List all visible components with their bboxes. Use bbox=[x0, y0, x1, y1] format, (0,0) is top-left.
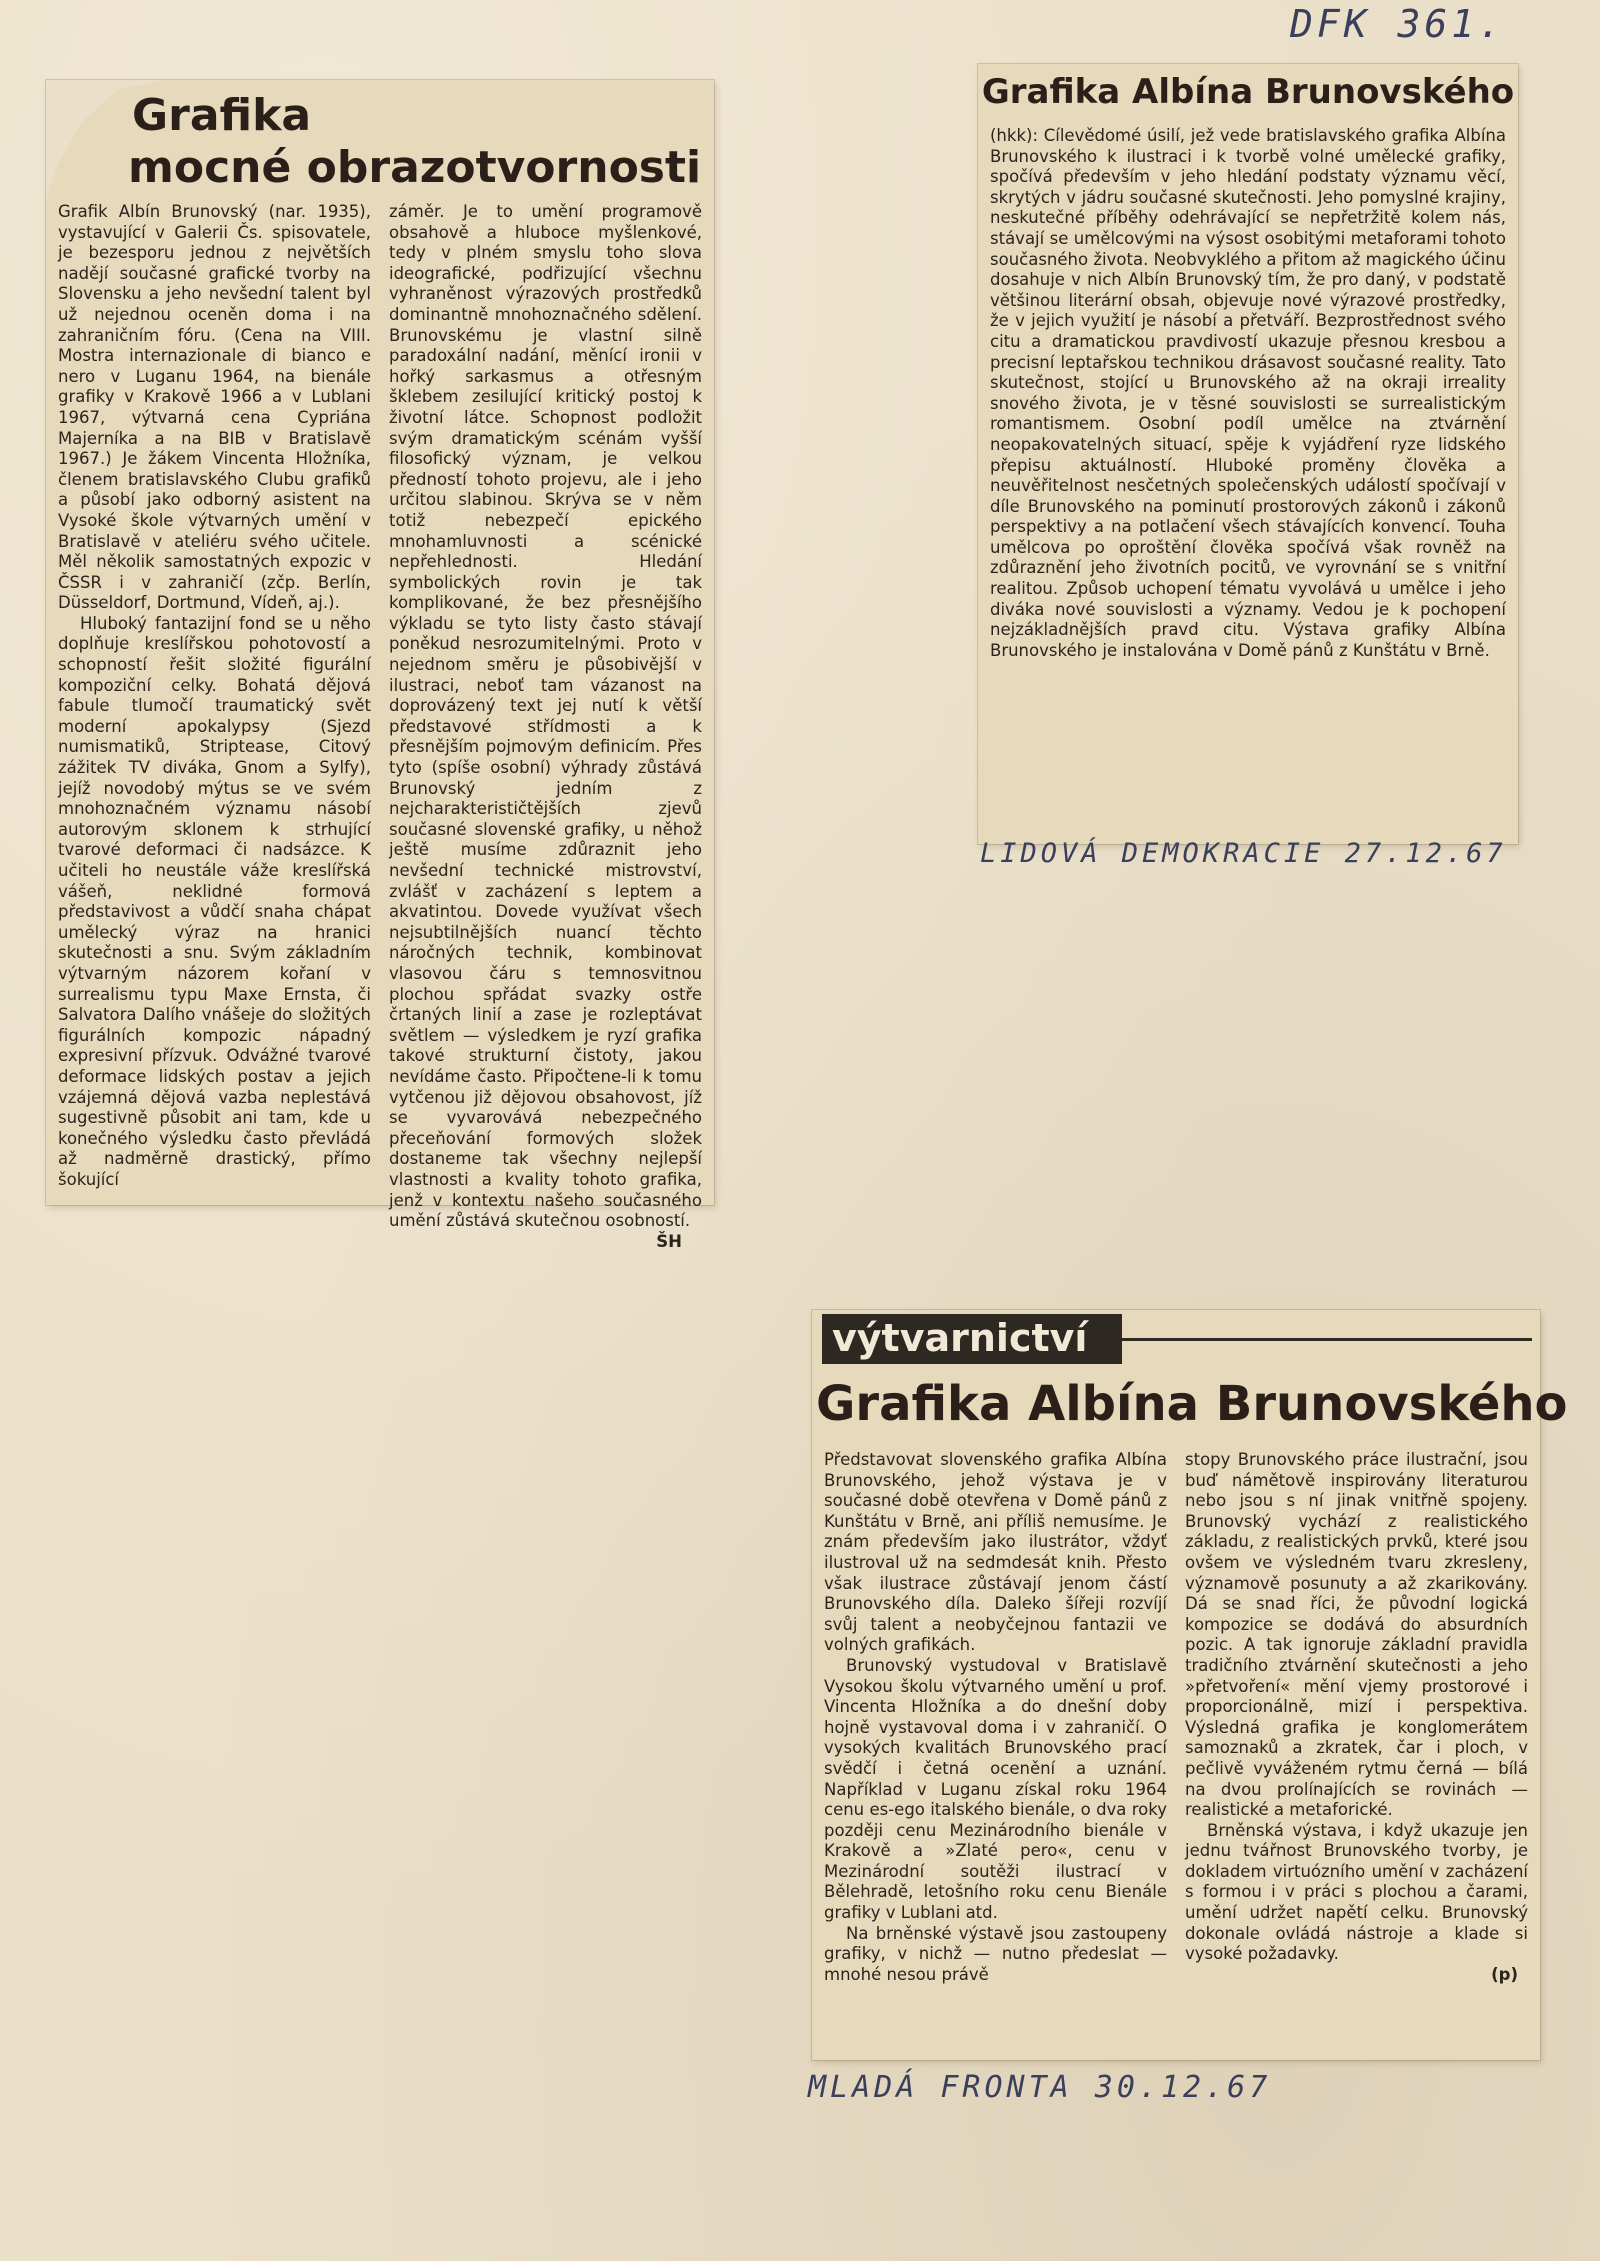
rubric-rule bbox=[1122, 1338, 1532, 1341]
clipping-body-columns bbox=[58, 202, 702, 1252]
paragraph: Hluboký fantazijní fond se u něho doplňuje kreslířskou pohotovostí a schopností řešit složité figurální kompoziční celky. Bohatá dějová fabule tlumočí traumatický svět moderní apokalypsy (Sjezd numismatiků, Striptease, Citový zážitek TV diváka, Gnom a Sylfy), jejíž novodobý mýtus se ve svém mnohoznačném významu násobí autorovým sklonem k strhující tvarové deformaci či nadsázce. K učiteli ho neustále váže kreslířská vášeň, neklidné formová představivost a vůdčí snaha chápat umělecký výraz na hranici skutečnosti a snu. Svým základním výtvarným názorem kořaní v surrealismu typu Maxe Ernsta, či Salvatora Dalího vnášeje do složitých figurálních kompozic nápadný expresivní přízvuk. Odvážné tvarové deformace lidských postav a jejich vzájemná dějová vazba neplestává sugestivně působit ani tam, kde u konečného výsledku často převládá až nadměrně drastický, přímo šokující bbox=[58, 613, 371, 1189]
rubric-banner bbox=[822, 1314, 1122, 1364]
author-signature: (p) bbox=[1491, 1964, 1518, 1984]
clipping-column-1 bbox=[58, 202, 371, 1252]
clipping-mlada-fronta bbox=[812, 1310, 1568, 2060]
archive-mark: DFK 361. bbox=[1290, 2, 1506, 46]
paragraph: stopy Brunovského práce ilustrační, jsou buď námětově inspirovány literaturou nebo jsou s ní jinak vnitřně spojeny. Brunovský vychází z realistického základu, z realistických prvků, které jsou ovšem ve výsledném tvaru zkresleny, významově posunuty a až zkarikovány. Dá se snad říci, že původní logická kompozice se dodává do absurdních pozic. A tak ignoruje základní pravidla tradičního ztvárnění skutečnosti a jeho »přetvoření« mění vjemy prostorové i proporcionálně, mizí i perspektiva. Výsledná grafika je konglomerátem samoznaků a zkratek, čar i ploch, v pečlivě vyváženém rytmu černá — bílá na dvou prolínajících se rovinách — realistické a metaforické. bbox=[1185, 1450, 1528, 1820]
clipping-body-columns bbox=[824, 1450, 1528, 1985]
paragraph: Brněnská výstava, i když ukazuje jen jednu tvářnost Brunovského tvorby, je dokladem virtuózního umění v zacházení s formou i v práci s plochou a čarami, umění udržet napětí celku. Brunovský dokonale ovládá nástroje a klade si vysoké požadavky. bbox=[1185, 1820, 1528, 1964]
clipping-title: Grafika Albína Brunovského bbox=[981, 72, 1515, 112]
rubric-label: výtvarnictví bbox=[832, 1316, 1088, 1360]
source-note-lidova-demokracie: LIDOVÁ DEMOKRACIE 27.12.67 bbox=[980, 838, 1507, 869]
author-signature: ŠH bbox=[656, 1231, 682, 1251]
clipping-title-line1: Grafika bbox=[132, 90, 312, 141]
clipping-title-line2: mocné obrazotvornosti bbox=[128, 142, 702, 193]
paragraph: Brunovský vystudoval v Bratislavě Vysokou školu výtvarného umění u prof. Vincenta Hložníka a do dnešní doby hojně vystavoval doma i v zahraničí. O vysokých kvalitách Brunovského prací svědčí i četná ocenění a uznání. Například v Luganu získal roku 1964 cenu es-ego italského bienále, o dva roky později cenu Mezinárodního bienále v Krakově a »Zlaté pero«, cenu v Mezinárodní soutěži ilustrací v Bělehradě, letošního roku cenu Bienále grafiky v Lublani atd. bbox=[824, 1655, 1167, 1923]
paragraph: Grafik Albín Brunovský (nar. 1935), vystavující v Galerii Čs. spisovatele, je bezesporu jednou z největších nadějí současné grafické tvorby na Slovensku a jeho nevšední talent byl už nejednou oceněn doma i na zahraničním fóru. (Cena na VIII. Mostra internazionale di bianco e nero v Luganu 1964, na bienále grafiky v Krakově 1966 a v Lublani 1967, výtvarná cena Cypriána Majerníka a na BIB v Bratislavě 1967.) Je žákem Vincenta Hložníka, členem bratislavského Clubu grafiků a působí jako odborný asistent na Vysoké škole výtvarných umění v Bratislavě v ateliéru svého učitele. Měl několik samostatných expozic v ČSSR i v zahraničí (zčp. Berlín, Düsseldorf, Dortmund, Vídeň, aj.). bbox=[58, 202, 371, 613]
paragraph: Představovat slovenského grafika Albína Brunovského, jehož výstava je v současné době otevřena v Domě pánů z Kunštátu v Brně, ani příliš nemusíme. Je znám především jako ilustrátor, vždyť ilustroval už na sedmdesát knih. Přesto však ilustrace zůstávají jenom částí Brunovského díla. Daleko šířeji rozvíjí svůj talent a neobyčejnou fantazii ve volných grafikách. bbox=[824, 1450, 1167, 1655]
clipping-lidova-demokracie bbox=[978, 64, 1518, 844]
paragraph: záměr. Je to umění programově obsahově a hluboce myšlenkové, tedy v plném smyslu toho slova ideografické, podřizující všechnu vyhraněnost výrazových prostředků dominantně mnohoznačného sdělení. Brunovskému je vlastní silně paradoxální nadání, měnící ironii v hořký sarkasmus a otřesným šklebem zesilující kritický postoj k životní látce. Schopnost podložit svým dramatickým scénám vyšší filosofický význam, je velkou předností tohoto projevu, ale i jeho určitou slabinou. Skrýva se v něm totiž nebezpečí epického mnohamluvnosti a scénické nepřehlednosti. Hledání symbolických rovin je tak komplikované, že bez přesnějšího výkladu se tyto listy často stávají poněkud nesrozumitelnými. Proto v nejednom směru je působivější v ilustraci, neboť tam vázanost na doprovázený text jej nutí k větší představové střídmosti a k přesnějším pojmovým definicím. Přes tyto (spíše osobní) výhrady zůstává Brunovský jedním z nejcharakterističtějších zjevů současné slovenské grafiky, u něhož ještě musíme zdůraznit jeho nevšední technické mistrovství, zvlášť v zacházení s leptem a akvatintou. Dovede využívat všech nejsubtilnějších nuancí těchto náročných technik, kombinovat vlasovou čáru s temnosvitnou plochou spřádat svazky ostře črtaných linií a zase je rozleptávat světlem — výsledkem je ryzí grafika takové strukturní čistoty, jakou nevídáme často. Připočtene-li k tomu vytčenou již dějovou obsahovost, jíž se vyvarovává nebezpečného přeceňování formových složek dostaneme tak všechny nejlepší vlastnosti a kvality tohoto grafika, jenž v kontextu našeho současného umění zůstává skutečnou osobností. bbox=[389, 202, 702, 1231]
clipping-body: (hkk): Cílevědomé úsilí, jež vede bratislavského grafika Albína Brunovského k ilustraci i k tvorbě volné umělecké grafiky, spočívá především v jeho hledání podstaty významu věcí, skrytých v jádru současné skutečnosti. Jeho pomyslné krajiny, neskutečné příběhy odehrávající se nepřetržitě kolem nás, stávají se umělcovými na výsost osobitými metaforami tohoto současného života. Neobvyklého a přitom až magického účinu dosahuje v nich Albín Brunovský tím, že pro daný, v podstatě většinou literární obsah, objevuje nové výrazové prostředky, že v jejich využití je násobí a přetváří. Bezprostřednost svého citu a dramatickou pravdivostí ukazuje přesnou kresbou a precisní leptařskou technikou drásavost současné reality. Tato skutečnost, stojící u Brunovského až na okraji irreality snového života, je v těsné souvislosti se surrealistickým romantismem. Osobní podíl umělce na ztvárnění neopakovatelných situací, spěje k vyjádření ryze lidského přepisu aktuálností. Hluboké proměny člověka a neuvěřitelnost nesčetných společenských událostí spočívají v díle Brunovského na pominutí prostorových zákonů i zákonů perspektivy a na potlačení všech stávajících konvencí. Touha umělcova po oproštění člověka spočívá však rovněž na zdůraznění jeho životních pocitů, ve vyrovnání se s vnitřní realitou. Způsob uchopení tématu vyvolává u umělce i jeho diváka nové souvislosti a významy. Vedou je k pochopení nejzákladnějších pravd citu. Výstava grafiky Albína Brunovského je instalována v Domě pánů z Kunštátu v Brně. bbox=[990, 126, 1506, 660]
clipping-column-1 bbox=[824, 1450, 1167, 1985]
clipping-column-2 bbox=[1185, 1450, 1528, 1985]
clipping-title: Grafika Albína Brunovského bbox=[816, 1376, 1568, 1432]
clipping-column-2 bbox=[389, 202, 702, 1252]
clipping-grafika-mocne-obrazotvornosti bbox=[46, 80, 714, 1251]
source-note-mlada-fronta: MLADÁ FRONTA 30.12.67 bbox=[808, 2070, 1272, 2105]
paragraph: Na brněnské výstavě jsou zastoupeny grafiky, v nichž — nutno předeslat — mnohé nesou právě bbox=[824, 1923, 1167, 1984]
